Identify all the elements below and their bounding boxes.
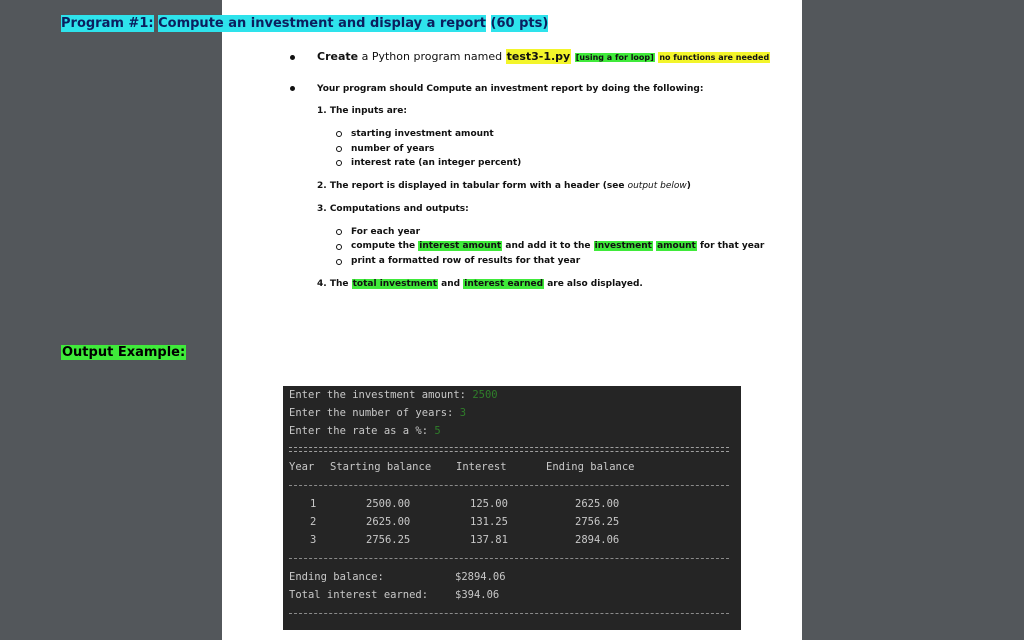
table-cell: 125.00 — [470, 498, 508, 510]
table-cell: 2894.06 — [575, 534, 620, 546]
input-item: starting investment amount — [351, 129, 494, 139]
title-points: (60 pts) — [490, 16, 549, 31]
circle-bullet — [336, 146, 342, 152]
circle-bullet — [336, 229, 342, 235]
comp-item: print a formatted row of results for that year — [351, 256, 581, 266]
input-item: interest rate (an integer percent) — [351, 158, 522, 168]
table-cell: 2625.00 — [575, 498, 620, 510]
page-title — [61, 16, 548, 31]
intro-line: Your program should Compute an investment report by doing the following: — [317, 84, 704, 94]
table-cell: 1 — [310, 498, 317, 510]
table-cell: 3 — [310, 534, 317, 546]
double-divider — [289, 447, 729, 452]
dashed-divider — [289, 558, 729, 559]
table-cell: 2500.00 — [366, 498, 411, 510]
table-cell: 2 — [310, 516, 317, 528]
circle-bullet — [336, 244, 342, 250]
step-4: 4. The total investment and interest earned are also displayed. — [317, 279, 643, 289]
table-cell: 131.25 — [470, 516, 508, 528]
table-header: Year — [289, 461, 315, 473]
output-example-heading: Output Example: — [62, 345, 186, 360]
table-cell: 137.81 — [470, 534, 508, 546]
terminal-output — [283, 386, 741, 630]
filename: test3-1.py — [506, 50, 571, 63]
bullet-dot — [290, 86, 295, 91]
total-interest-label: Total interest earned: — [289, 589, 429, 601]
table-header: Ending balance — [546, 461, 635, 473]
table-cell: 2625.00 — [366, 516, 411, 528]
step-3: 3. Computations and outputs: — [317, 204, 469, 214]
user-input: 2500 — [472, 389, 498, 401]
output-below-italic: output below — [627, 181, 687, 191]
comp-item: compute the interest amount and add it to the investment amount for that year — [351, 241, 765, 251]
table-header: Interest — [456, 461, 507, 473]
circle-bullet — [336, 160, 342, 166]
comp-item: For each year — [351, 227, 421, 237]
terminal-line: Enter the number of years: 3 — [289, 407, 467, 419]
create-text: a Python program named — [361, 50, 503, 63]
table-header: Starting balance — [330, 461, 432, 473]
note-for-loop: [using a for loop] — [575, 53, 654, 62]
terminal-line: Enter the investment amount: 2500 — [289, 389, 498, 401]
title-prefix: Program #1: — [61, 16, 154, 31]
table-cell: 2756.25 — [575, 516, 620, 528]
terminal-line: Enter the rate as a %: 5 — [289, 425, 441, 437]
create-bold: Create — [317, 50, 359, 63]
ending-balance-value: $2894.06 — [455, 571, 506, 583]
bullet-dot — [290, 55, 295, 60]
table-cell: 2756.25 — [366, 534, 411, 546]
note-no-functions: no functions are needed — [659, 53, 770, 62]
create-line — [317, 50, 770, 63]
dashed-divider — [289, 485, 729, 486]
ending-balance-label: Ending balance: — [289, 571, 384, 583]
step-1: 1. The inputs are: — [317, 106, 407, 116]
user-input: 5 — [434, 425, 441, 437]
user-input: 3 — [459, 407, 467, 419]
input-item: number of years — [351, 144, 435, 154]
dashed-divider — [289, 613, 729, 614]
step-2: 2. The report is displayed in tabular form with a header (see output below) — [317, 181, 691, 191]
total-interest-value: $394.06 — [455, 589, 500, 601]
circle-bullet — [336, 131, 342, 137]
circle-bullet — [336, 259, 342, 265]
title-main: Compute an investment and display a report — [158, 16, 486, 31]
